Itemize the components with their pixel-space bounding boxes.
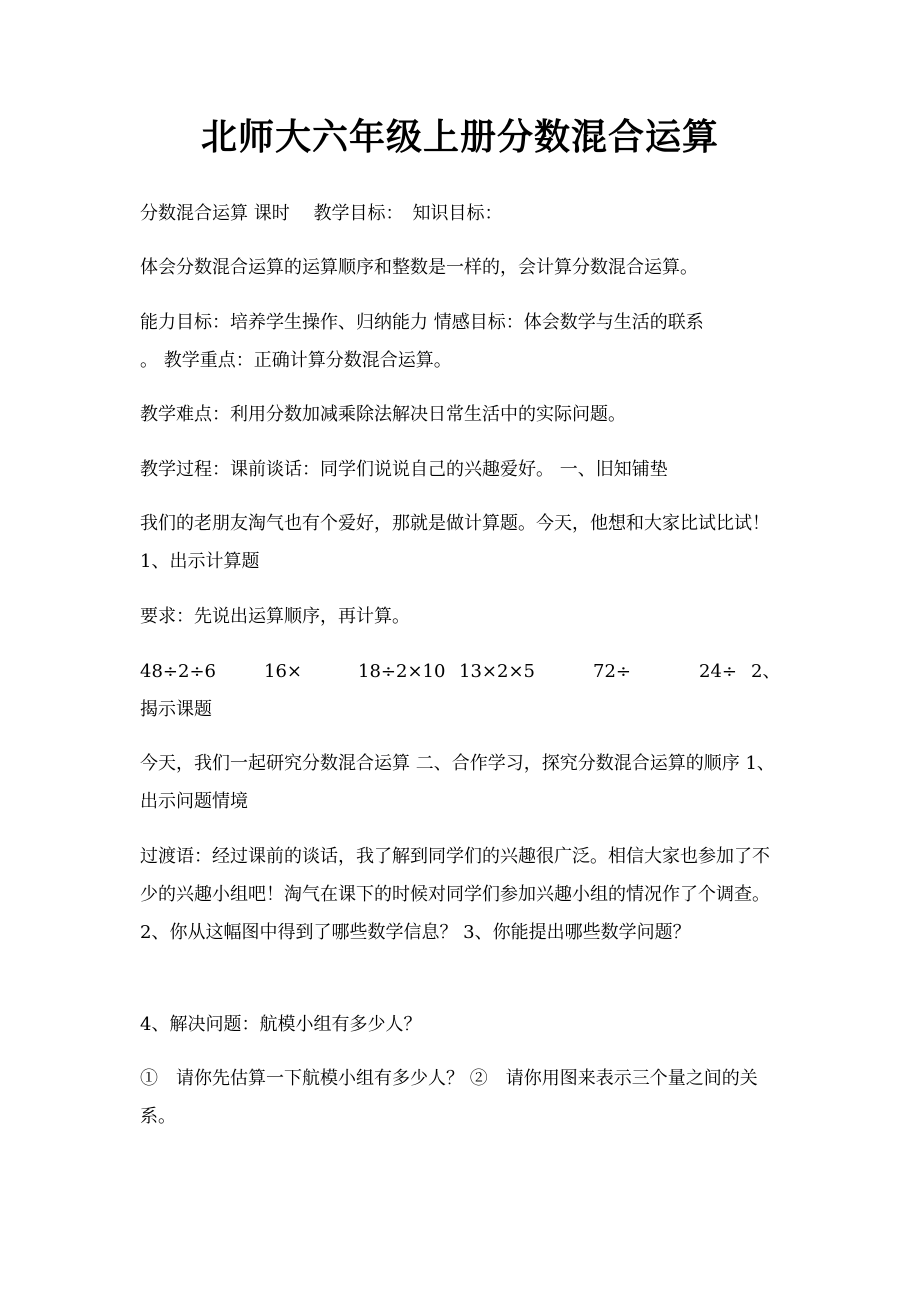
paragraph-cooperative-learning: 今天，我们一起研究分数混合运算 二、合作学习，探究分数混合运算的顺序 1、出示问题情境 [140, 753, 775, 812]
paragraph-solve-problem: 4、解决问题：航模小组有多少人？ [140, 1014, 422, 1035]
paragraph-objectives-heading: 分数混合运算 课时 教学目标： 知识目标： [140, 203, 503, 224]
formula-item: 2、 [751, 661, 781, 682]
formula-item: 13×2×5 [459, 661, 535, 682]
formula-item: 48÷2÷6 [140, 661, 216, 682]
formula-item: 72÷ [593, 661, 631, 682]
paragraph-reveal-topic: 揭示课题 [140, 699, 212, 720]
paragraph-key-point: 。 教学重点：正确计算分数混合运算。 [140, 350, 452, 371]
paragraph-difficulty: 教学难点：利用分数加减乘除法解决日常生活中的实际问题。 [140, 404, 626, 425]
paragraph-requirement: 要求：先说出运算顺序，再计算。 [140, 606, 410, 627]
paragraph-ability-goal: 能力目标：培养学生操作、归纳能力 情感目标：体会数学与生活的联系 [140, 312, 704, 333]
paragraph-knowledge-goal: 体会分数混合运算的运算顺序和整数是一样的，会计算分数混合运算。 [140, 257, 698, 278]
paragraph-process: 教学过程：课前谈话：同学们说说自己的兴趣爱好。 一、旧知铺垫 [140, 459, 668, 480]
formula-item: 16× [264, 661, 302, 682]
formula-item: 24÷ [699, 661, 737, 682]
document-title: 北师大六年级上册分数混合运算 [200, 117, 719, 158]
formula-row [140, 653, 782, 691]
paragraph-review: 我们的老朋友淘气也有个爱好，那就是做计算题。今天，他想和大家比试比试！ 1、出示计算题 [140, 513, 770, 572]
paragraph-estimate: ① 请你先估算一下航模小组有多少人？ ② 请你用图来表示三个量之间的关系。 [140, 1068, 758, 1127]
paragraph-transition: 过渡语：经过课前的谈话，我了解到同学们的兴趣很广泛。相信大家也参加了不少的兴趣小组吧！淘气在课下的时候对同学们参加兴趣小组的情况作了个调查。 2、你从这幅图中得到了哪些数学信息？ 3、你能提出哪些数学问题？ [140, 846, 770, 943]
formula-item: 18÷2×10 [358, 661, 446, 682]
